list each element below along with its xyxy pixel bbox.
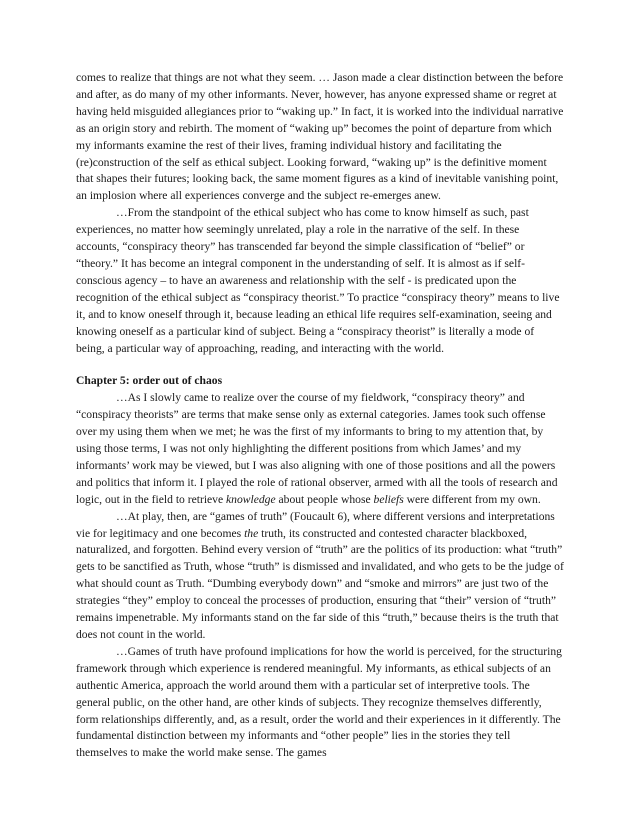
emphasized-text: beliefs — [373, 492, 404, 506]
body-text-section-2 — [76, 390, 564, 762]
body-text-section-1 — [76, 70, 564, 357]
paragraph — [76, 390, 564, 508]
paragraph-text: truth, its constructed and contested character blackboxed, naturalized, and forgotten. Behind every version of “truth” are the politics of its production: what “truth” gets to be sanctified as Truth, whose “truth” is dismissed and invalidated, and who gets to be the judge of what should count as Truth. “Dumbing everybody down” and “smoke and mirrors” are just two of the strategies “they” employ to conceal the processes of production, ensuring that “their” version of “truth” remains impenetrable. My informants stand on the far side of this “truth,” because theirs is the truth that does not count in the world. — [76, 526, 564, 641]
chapter-heading: Chapter 5: order out of chaos — [76, 374, 223, 388]
emphasized-text: the — [244, 526, 259, 540]
paragraph-text: about people whose — [275, 492, 374, 506]
paragraph-text: …From the standpoint of the ethical subject who has come to know himself as such, past experiences, no matter how seemingly unrelated, play a role in the narrative of the self. In these accounts, “conspiracy theory” has transcended far beyond the simple classification of “belief” or “theory.” It has become an integral component in the understanding of self. It is almost as if self-conscious agency – to have an awareness and relationship with the self - is predicated upon the recognition of the ethical subject as “conspiracy theorist.” To practice “conspiracy theory” means to live it, and to know oneself through it, because leading an ethical life requires self-examination, seeing and knowing oneself as a particular kind of subject. Being a “conspiracy theorist” is literally a mode of being, a particular way of approaching, reading, and interacting with the world. — [76, 206, 560, 355]
paragraph-text: …As I slowly came to realize over the course of my fieldwork, “conspiracy theory” and “conspiracy theorists” are terms that make sense only as external categories. James took such offense over my using them when we met; he was the first of my informants to bring to my attention that, by using those terms, I was not only highlighting the different positions from which James’ and my informants’ work may be viewed, but I was also aligning with one of those positions and all the powers and politics that inform it. I played the role of rational observer, armed with all the tools of research and logic, out in the field to retrieve — [76, 391, 558, 506]
paragraph — [76, 644, 564, 762]
emphasized-text: knowledge — [226, 492, 276, 506]
paragraph-text: comes to realize that things are not what they seem. … Jason made a clear distinction between the before and after, as do many of my other informants. Never, however, has anyone expressed shame or regret at having held misguided allegiances prior to “waking up.” In fact, it is worked into the individual narrative as an origin story and rebirth. The moment of “waking up” becomes the point of departure from which my informants examine the rest of their lives, framing individual history and facilitating the (re)construction of the self as ethical subject. Looking forward, “waking up” is the definitive moment that shapes their futures; looking back, the same moment figures as a kind of inevitable vanishing point, an implosion where all experiences converge and the subject re-emerges anew. — [76, 71, 564, 203]
paragraph — [76, 70, 564, 205]
paragraph — [76, 205, 564, 357]
paragraph-text: …Games of truth have profound implications for how the world is perceived, for the structuring framework through which experience is rendered meaningful. My informants, as ethical subjects of an authentic America, approach the world around them with a particular set of interpretive tools. The general public, on the other hand, are other kinds of subjects. They recognize themselves differently, form relationships differently, and, as a result, order the world and their experiences in it differently. The fundamental distinction between my informants and “other people” lies in the stories they tell themselves to make the world make sense. The games — [76, 644, 562, 760]
paragraph-text: were different from my own. — [403, 492, 541, 506]
paragraph — [76, 509, 564, 644]
document-page — [76, 70, 564, 762]
paragraph-text: …At play, then, are “games of truth” (Foucault 6), where different versions and interpretations vie for legitimacy and one becomes — [76, 509, 555, 540]
